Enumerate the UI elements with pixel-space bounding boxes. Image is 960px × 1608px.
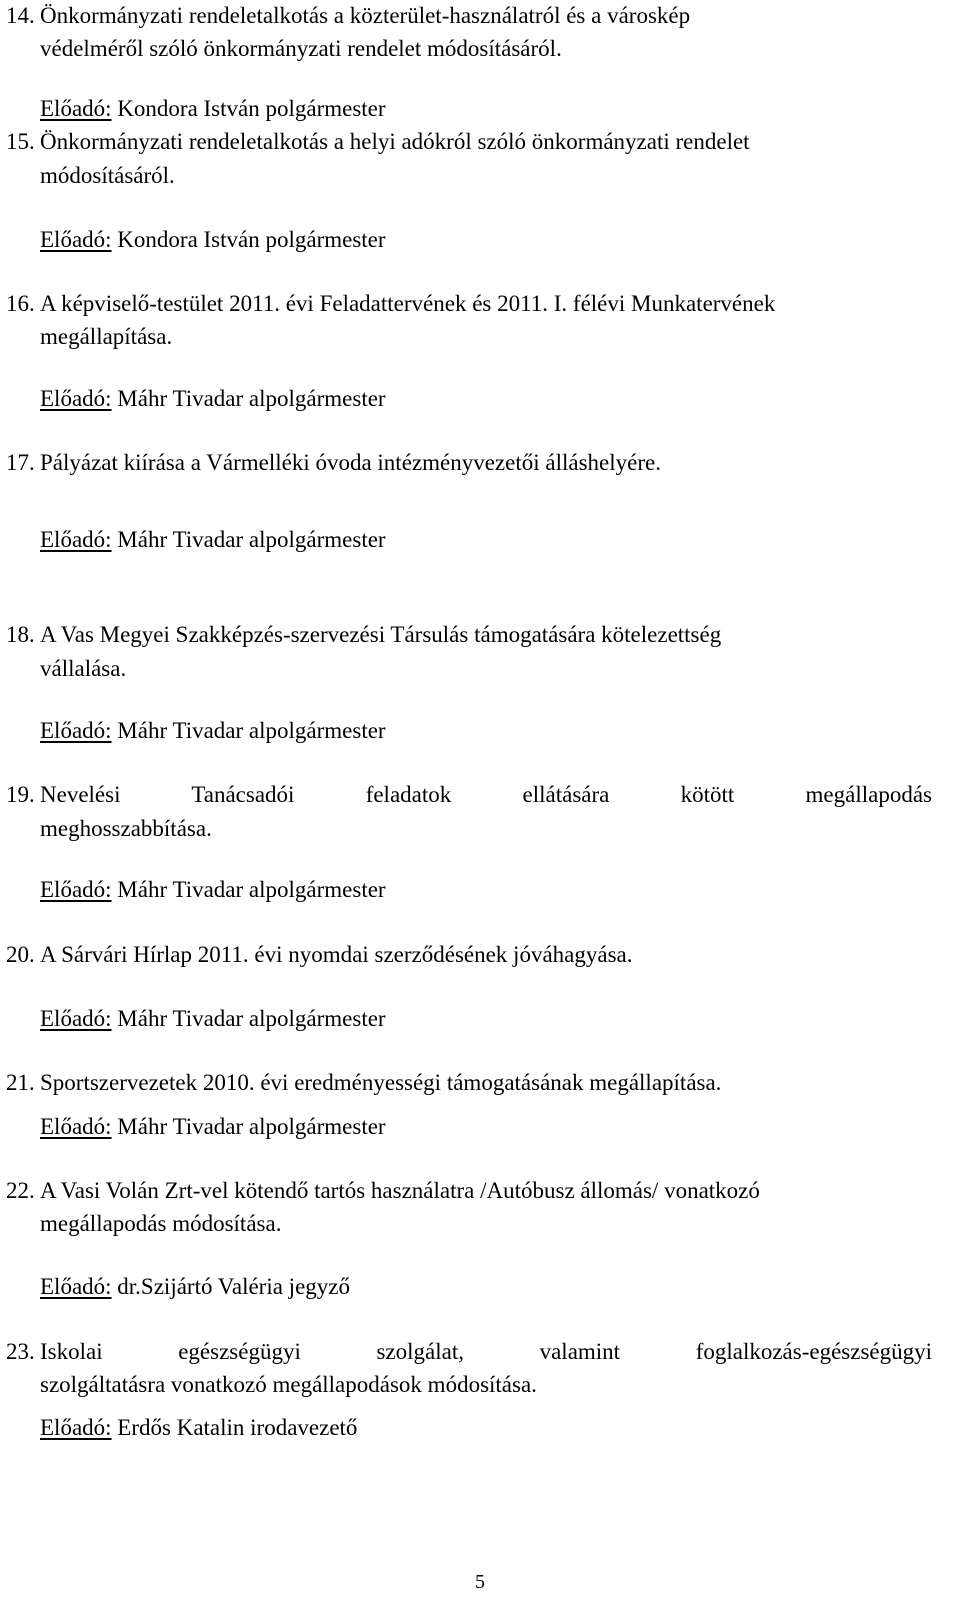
item-title-line: A Vas Megyei Szakképzés-szervezési Társulás támogatására kötelezettség xyxy=(40,622,722,647)
presenter-name: Máhr Tivadar alpolgármester xyxy=(117,386,386,411)
presenter-line xyxy=(40,1113,386,1141)
page-number: 5 xyxy=(475,1571,485,1593)
presenter-label: Előadó: xyxy=(40,877,112,902)
item-title-line: A Sárvári Hírlap 2011. évi nyomdai szerződésének jóváhagyása. xyxy=(40,942,633,967)
presenter-line xyxy=(40,226,386,254)
presenter-label: Előadó: xyxy=(40,718,112,743)
item-title-line: szolgáltatásra vonatkozó megállapodások módosítása. xyxy=(40,1372,537,1397)
item-title-line: A Vasi Volán Zrt-vel kötendő tartós használatra /Autóbusz állomás/ vonatkozó xyxy=(40,1178,760,1203)
presenter-label: Előadó: xyxy=(40,1274,112,1299)
item-title-line: meghosszabbítása. xyxy=(40,816,212,841)
item-title-line: Sportszervezetek 2010. évi eredményességi támogatásának megállapítása. xyxy=(40,1070,722,1095)
item-number: 23. xyxy=(6,1339,35,1364)
item-number: 17. xyxy=(6,450,35,475)
presenter-name: dr.Szijártó Valéria jegyző xyxy=(117,1274,350,1299)
presenter-line xyxy=(40,526,386,554)
item-title-line: megállapítása. xyxy=(40,324,173,349)
item-number: 14. xyxy=(6,3,35,28)
presenter-name: Máhr Tivadar alpolgármester xyxy=(117,1114,386,1139)
item-title-line: megállapodás módosítása. xyxy=(40,1211,282,1236)
item-number: 16. xyxy=(6,291,35,316)
presenter-name: Máhr Tivadar alpolgármester xyxy=(117,718,386,743)
presenter-line xyxy=(40,385,386,413)
presenter-line xyxy=(40,1273,350,1301)
presenter-name: Kondora István polgármester xyxy=(117,96,386,121)
presenter-label: Előadó: xyxy=(40,1415,112,1440)
item-number: 22. xyxy=(6,1178,35,1203)
item-title-line: módosításáról. xyxy=(40,163,175,188)
presenter-label: Előadó: xyxy=(40,227,112,252)
item-title-line: Önkormányzati rendeletalkotás a helyi adókról szóló önkormányzati rendelet xyxy=(40,129,750,154)
presenter-name: Erdős Katalin irodavezető xyxy=(117,1415,358,1440)
presenter-label: Előadó: xyxy=(40,1006,112,1031)
presenter-name: Máhr Tivadar alpolgármester xyxy=(117,1006,386,1031)
presenter-label: Előadó: xyxy=(40,96,112,121)
item-title-line: Iskolai egészségügyi szolgálat, valamint foglalkozás-egészségügyi xyxy=(40,1339,932,1364)
presenter-line xyxy=(40,717,386,745)
presenter-line xyxy=(40,95,386,123)
presenter-line xyxy=(40,876,386,904)
item-number: 19. xyxy=(6,782,35,807)
presenter-line xyxy=(40,1005,386,1033)
item-title-line: Önkormányzati rendeletalkotás a közterület-használatról és a városkép xyxy=(40,3,691,28)
item-title-line: vállalása. xyxy=(40,656,127,681)
item-title-line: Nevelési Tanácsadói feladatok ellátására kötött megállapodás xyxy=(40,782,932,807)
presenter-line xyxy=(40,1414,357,1442)
item-number: 18. xyxy=(6,622,35,647)
item-title-line: A képviselő-testület 2011. évi Feladattervének és 2011. I. félévi Munkatervének xyxy=(40,291,776,316)
item-number: 15. xyxy=(6,129,35,154)
item-title-line: védelméről szóló önkormányzati rendelet módosításáról. xyxy=(40,36,562,61)
item-title-line: Pályázat kiírása a Vármelléki óvoda intézményvezetői álláshelyére. xyxy=(40,450,661,475)
item-number: 20. xyxy=(6,942,35,967)
item-number: 21. xyxy=(6,1070,35,1095)
presenter-name: Kondora István polgármester xyxy=(117,227,386,252)
presenter-label: Előadó: xyxy=(40,1114,112,1139)
presenter-label: Előadó: xyxy=(40,386,112,411)
presenter-name: Máhr Tivadar alpolgármester xyxy=(117,877,386,902)
presenter-name: Máhr Tivadar alpolgármester xyxy=(117,527,386,552)
presenter-label: Előadó: xyxy=(40,527,112,552)
